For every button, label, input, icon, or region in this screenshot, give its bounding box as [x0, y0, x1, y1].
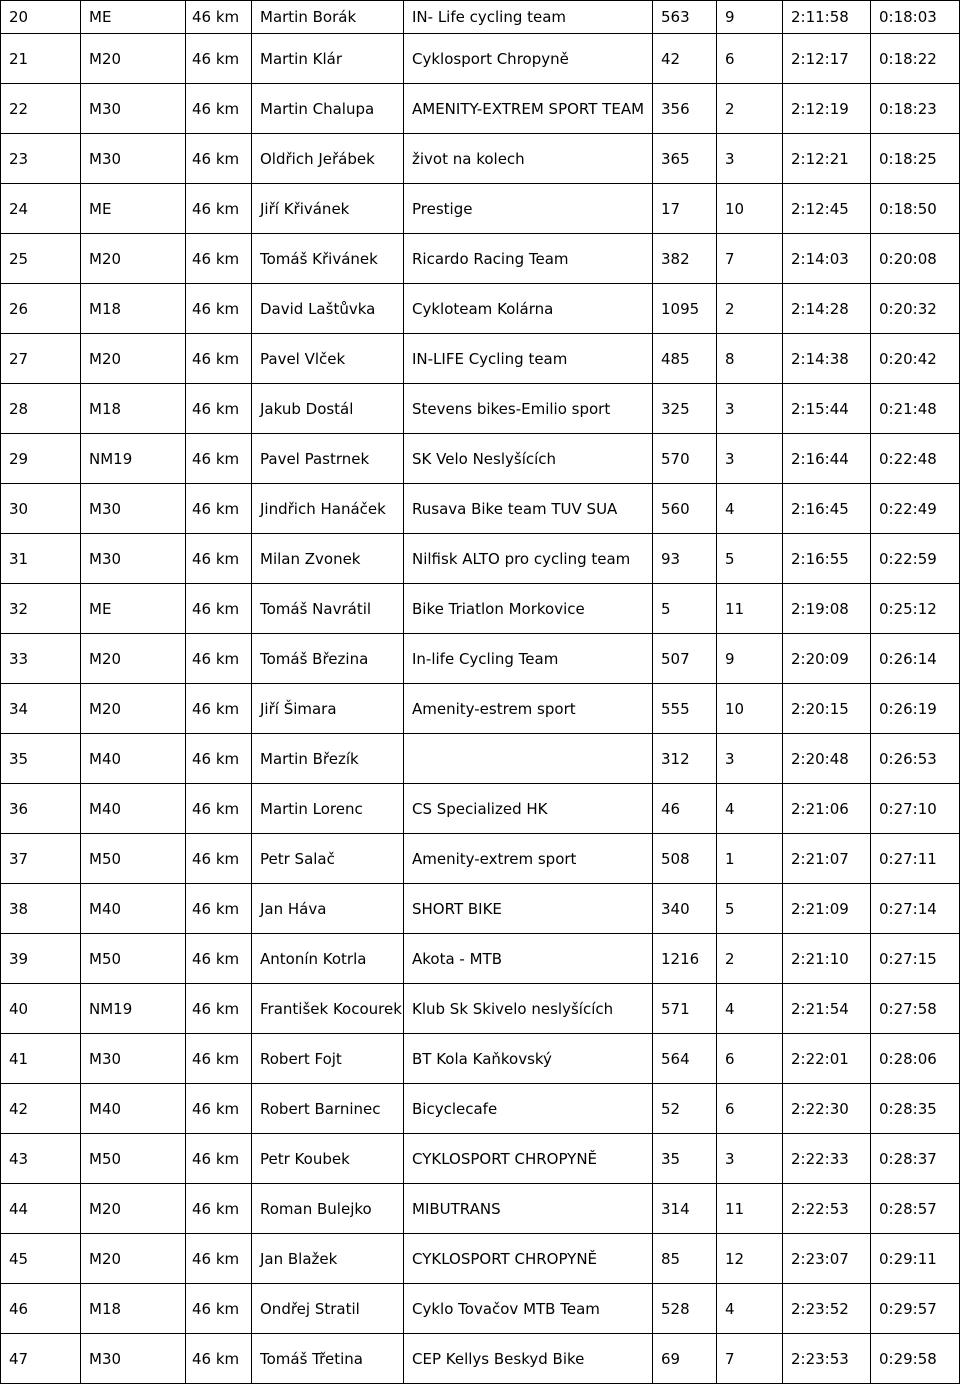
table-row	[1, 1234, 960, 1284]
team-cell: AMENITY-EXTREM SPORT TEAM	[404, 84, 653, 134]
category-cell: M30	[81, 1334, 186, 1384]
rider-name-cell: Antonín Kotrla	[252, 934, 404, 984]
time-gap-cell: 0:18:25	[871, 134, 960, 184]
distance-cell: 46 km	[186, 34, 252, 84]
bib-number-cell: 508	[653, 834, 717, 884]
category-cell: ME	[81, 584, 186, 634]
distance-cell: 46 km	[186, 1084, 252, 1134]
finish-time-cell: 2:21:06	[783, 784, 871, 834]
rider-name-cell: František Kocourek	[252, 984, 404, 1034]
finish-time-cell: 2:23:53	[783, 1334, 871, 1384]
finish-time-cell: 2:22:30	[783, 1084, 871, 1134]
team-cell: Amenity-extrem sport	[404, 834, 653, 884]
team-cell: Rusava Bike team TUV SUA	[404, 484, 653, 534]
bib-number-cell: 312	[653, 734, 717, 784]
team-cell: SK Velo Neslyšících	[404, 434, 653, 484]
category-rank-cell: 6	[717, 1034, 783, 1084]
team-cell: Cyklo Tovačov MTB Team	[404, 1284, 653, 1334]
team-cell: Bike Triatlon Morkovice	[404, 584, 653, 634]
finish-time-cell: 2:16:45	[783, 484, 871, 534]
distance-cell: 46 km	[186, 1234, 252, 1284]
finish-time-cell: 2:20:09	[783, 634, 871, 684]
finish-time-cell: 2:21:09	[783, 884, 871, 934]
category-cell: M50	[81, 934, 186, 984]
category-rank-cell: 7	[717, 1334, 783, 1384]
rider-name-cell: Pavel Vlček	[252, 334, 404, 384]
finish-time-cell: 2:19:08	[783, 584, 871, 634]
time-gap-cell: 0:29:11	[871, 1234, 960, 1284]
bib-number-cell: 5	[653, 584, 717, 634]
category-rank-cell: 2	[717, 84, 783, 134]
rider-name-cell: Tomáš Březina	[252, 634, 404, 684]
bib-number-cell: 1095	[653, 284, 717, 334]
table-row	[1, 784, 960, 834]
time-gap-cell: 0:22:59	[871, 534, 960, 584]
bib-number-cell: 356	[653, 84, 717, 134]
bib-number-cell: 314	[653, 1184, 717, 1234]
time-gap-cell: 0:28:57	[871, 1184, 960, 1234]
finish-time-cell: 2:12:45	[783, 184, 871, 234]
category-rank-cell: 8	[717, 334, 783, 384]
team-cell: Stevens bikes-Emilio sport	[404, 384, 653, 434]
distance-cell: 46 km	[186, 84, 252, 134]
finish-time-cell: 2:21:54	[783, 984, 871, 1034]
rider-name-cell: Jakub Dostál	[252, 384, 404, 434]
category-cell: ME	[81, 184, 186, 234]
category-rank-cell: 6	[717, 1084, 783, 1134]
category-cell: M20	[81, 1184, 186, 1234]
distance-cell: 46 km	[186, 434, 252, 484]
bib-number-cell: 528	[653, 1284, 717, 1334]
bib-number-cell: 52	[653, 1084, 717, 1134]
team-cell: IN-LIFE Cycling team	[404, 334, 653, 384]
time-gap-cell: 0:20:08	[871, 234, 960, 284]
category-rank-cell: 3	[717, 134, 783, 184]
rank-cell: 41	[1, 1034, 81, 1084]
rider-name-cell: Martin Klár	[252, 34, 404, 84]
rank-cell: 25	[1, 234, 81, 284]
time-gap-cell: 0:21:48	[871, 384, 960, 434]
rank-cell: 35	[1, 734, 81, 784]
category-cell: NM19	[81, 984, 186, 1034]
finish-time-cell: 2:16:55	[783, 534, 871, 584]
finish-time-cell: 2:15:44	[783, 384, 871, 434]
team-cell: Amenity-estrem sport	[404, 684, 653, 734]
table-row	[1, 834, 960, 884]
rider-name-cell: Tomáš Navrátil	[252, 584, 404, 634]
bib-number-cell: 42	[653, 34, 717, 84]
table-row	[1, 484, 960, 534]
table-row	[1, 284, 960, 334]
rider-name-cell: Martin Chalupa	[252, 84, 404, 134]
rider-name-cell: Petr Salač	[252, 834, 404, 884]
rank-cell: 33	[1, 634, 81, 684]
time-gap-cell: 0:27:14	[871, 884, 960, 934]
team-cell: CS Specialized HK	[404, 784, 653, 834]
table-row	[1, 334, 960, 384]
time-gap-cell: 0:22:48	[871, 434, 960, 484]
distance-cell: 46 km	[186, 384, 252, 434]
distance-cell: 46 km	[186, 884, 252, 934]
bib-number-cell: 93	[653, 534, 717, 584]
time-gap-cell: 0:27:58	[871, 984, 960, 1034]
bib-number-cell: 560	[653, 484, 717, 534]
rank-cell: 40	[1, 984, 81, 1034]
rider-name-cell: Pavel Pastrnek	[252, 434, 404, 484]
category-cell: M20	[81, 634, 186, 684]
category-cell: M18	[81, 1284, 186, 1334]
bib-number-cell: 35	[653, 1134, 717, 1184]
distance-cell: 46 km	[186, 234, 252, 284]
rider-name-cell: Jiří Křivánek	[252, 184, 404, 234]
distance-cell: 46 km	[186, 484, 252, 534]
time-gap-cell: 0:22:49	[871, 484, 960, 534]
category-rank-cell: 3	[717, 434, 783, 484]
category-cell: M30	[81, 484, 186, 534]
time-gap-cell: 0:20:32	[871, 284, 960, 334]
table-row	[1, 1334, 960, 1384]
time-gap-cell: 0:28:06	[871, 1034, 960, 1084]
time-gap-cell: 0:20:42	[871, 334, 960, 384]
table-row	[1, 1284, 960, 1334]
category-cell: M30	[81, 134, 186, 184]
finish-time-cell: 2:22:53	[783, 1184, 871, 1234]
category-rank-cell: 4	[717, 484, 783, 534]
category-cell: M40	[81, 884, 186, 934]
category-cell: M50	[81, 834, 186, 884]
category-cell: M40	[81, 734, 186, 784]
table-row	[1, 1134, 960, 1184]
category-rank-cell: 3	[717, 1134, 783, 1184]
bib-number-cell: 382	[653, 234, 717, 284]
rider-name-cell: Oldřich Jeřábek	[252, 134, 404, 184]
team-cell: Ricardo Racing Team	[404, 234, 653, 284]
team-cell: SHORT BIKE	[404, 884, 653, 934]
category-rank-cell: 4	[717, 784, 783, 834]
rank-cell: 31	[1, 534, 81, 584]
bib-number-cell: 571	[653, 984, 717, 1034]
bib-number-cell: 46	[653, 784, 717, 834]
rank-cell: 38	[1, 884, 81, 934]
rider-name-cell: Tomáš Křivánek	[252, 234, 404, 284]
category-cell: M30	[81, 1034, 186, 1084]
category-rank-cell: 10	[717, 684, 783, 734]
rank-cell: 27	[1, 334, 81, 384]
table-row	[1, 1034, 960, 1084]
category-cell: M30	[81, 534, 186, 584]
category-rank-cell: 12	[717, 1234, 783, 1284]
rider-name-cell: David Laštůvka	[252, 284, 404, 334]
table-row	[1, 84, 960, 134]
rider-name-cell: Petr Koubek	[252, 1134, 404, 1184]
rider-name-cell: Jindřich Hanáček	[252, 484, 404, 534]
table-row	[1, 634, 960, 684]
rank-cell: 29	[1, 434, 81, 484]
distance-cell: 46 km	[186, 934, 252, 984]
team-cell: Bicyclecafe	[404, 1084, 653, 1134]
distance-cell: 46 km	[186, 584, 252, 634]
team-cell: Cyklosport Chropyně	[404, 34, 653, 84]
bib-number-cell: 85	[653, 1234, 717, 1284]
bib-number-cell: 17	[653, 184, 717, 234]
team-cell: BT Kola Kaňkovský	[404, 1034, 653, 1084]
time-gap-cell: 0:27:10	[871, 784, 960, 834]
team-cell: CEP Kellys Beskyd Bike	[404, 1334, 653, 1384]
table-row	[1, 984, 960, 1034]
category-cell: M20	[81, 334, 186, 384]
category-rank-cell: 2	[717, 284, 783, 334]
finish-time-cell: 2:14:38	[783, 334, 871, 384]
time-gap-cell: 0:26:14	[871, 634, 960, 684]
time-gap-cell: 0:18:23	[871, 84, 960, 134]
category-cell: NM19	[81, 434, 186, 484]
team-cell: Prestige	[404, 184, 653, 234]
distance-cell: 46 km	[186, 834, 252, 884]
table-row	[1, 134, 960, 184]
rank-cell: 36	[1, 784, 81, 834]
category-rank-cell: 4	[717, 984, 783, 1034]
rank-cell: 22	[1, 84, 81, 134]
distance-cell: 46 km	[186, 534, 252, 584]
rider-name-cell: Roman Bulejko	[252, 1184, 404, 1234]
category-cell: M20	[81, 684, 186, 734]
team-cell	[404, 734, 653, 784]
finish-time-cell: 2:12:17	[783, 34, 871, 84]
time-gap-cell: 0:25:12	[871, 584, 960, 634]
finish-time-cell: 2:22:01	[783, 1034, 871, 1084]
bib-number-cell: 365	[653, 134, 717, 184]
rider-name-cell: Robert Barninec	[252, 1084, 404, 1134]
distance-cell: 46 km	[186, 284, 252, 334]
bib-number-cell: 340	[653, 884, 717, 934]
distance-cell: 46 km	[186, 1184, 252, 1234]
distance-cell: 46 km	[186, 334, 252, 384]
table-row	[1, 884, 960, 934]
table-row	[1, 1084, 960, 1134]
rider-name-cell: Robert Fojt	[252, 1034, 404, 1084]
finish-time-cell: 2:11:58	[783, 1, 871, 34]
bib-number-cell: 69	[653, 1334, 717, 1384]
bib-number-cell: 1216	[653, 934, 717, 984]
category-cell: M50	[81, 1134, 186, 1184]
category-rank-cell: 11	[717, 1184, 783, 1234]
category-rank-cell: 9	[717, 634, 783, 684]
bib-number-cell: 507	[653, 634, 717, 684]
distance-cell: 46 km	[186, 1034, 252, 1084]
table-row	[1, 234, 960, 284]
rank-cell: 32	[1, 584, 81, 634]
bib-number-cell: 570	[653, 434, 717, 484]
rank-cell: 45	[1, 1234, 81, 1284]
team-cell: In-life Cycling Team	[404, 634, 653, 684]
category-rank-cell: 11	[717, 584, 783, 634]
team-cell: Klub Sk Skivelo neslyšících	[404, 984, 653, 1034]
category-rank-cell: 1	[717, 834, 783, 884]
rank-cell: 24	[1, 184, 81, 234]
rank-cell: 37	[1, 834, 81, 884]
rider-name-cell: Martin Lorenc	[252, 784, 404, 834]
finish-time-cell: 2:22:33	[783, 1134, 871, 1184]
category-rank-cell: 6	[717, 34, 783, 84]
table-row	[1, 534, 960, 584]
distance-cell: 46 km	[186, 634, 252, 684]
team-cell: Nilfisk ALTO pro cycling team	[404, 534, 653, 584]
distance-cell: 46 km	[186, 684, 252, 734]
rank-cell: 30	[1, 484, 81, 534]
category-cell: M20	[81, 34, 186, 84]
finish-time-cell: 2:23:52	[783, 1284, 871, 1334]
rider-name-cell: Martin Borák	[252, 1, 404, 34]
finish-time-cell: 2:21:07	[783, 834, 871, 884]
time-gap-cell: 0:28:35	[871, 1084, 960, 1134]
rider-name-cell: Martin Březík	[252, 734, 404, 784]
rank-cell: 34	[1, 684, 81, 734]
finish-time-cell: 2:23:07	[783, 1234, 871, 1284]
team-cell: CYKLOSPORT CHROPYNĚ	[404, 1234, 653, 1284]
time-gap-cell: 0:27:11	[871, 834, 960, 884]
rank-cell: 21	[1, 34, 81, 84]
category-cell: M40	[81, 784, 186, 834]
time-gap-cell: 0:18:50	[871, 184, 960, 234]
time-gap-cell: 0:26:19	[871, 684, 960, 734]
team-cell: IN- Life cycling team	[404, 1, 653, 34]
category-cell: ME	[81, 1, 186, 34]
rider-name-cell: Jan Blažek	[252, 1234, 404, 1284]
finish-time-cell: 2:12:21	[783, 134, 871, 184]
distance-cell: 46 km	[186, 1, 252, 34]
table-row	[1, 1, 960, 34]
rider-name-cell: Milan Zvonek	[252, 534, 404, 584]
time-gap-cell: 0:27:15	[871, 934, 960, 984]
table-row	[1, 584, 960, 634]
bib-number-cell: 563	[653, 1, 717, 34]
team-cell: Cykloteam Kolárna	[404, 284, 653, 334]
table-row	[1, 934, 960, 984]
category-rank-cell: 10	[717, 184, 783, 234]
distance-cell: 46 km	[186, 184, 252, 234]
rank-cell: 47	[1, 1334, 81, 1384]
distance-cell: 46 km	[186, 784, 252, 834]
table-row	[1, 34, 960, 84]
category-cell: M40	[81, 1084, 186, 1134]
bib-number-cell: 555	[653, 684, 717, 734]
rank-cell: 28	[1, 384, 81, 434]
rider-name-cell: Tomáš Třetina	[252, 1334, 404, 1384]
team-cell: CYKLOSPORT CHROPYNĚ	[404, 1134, 653, 1184]
finish-time-cell: 2:12:19	[783, 84, 871, 134]
rank-cell: 42	[1, 1084, 81, 1134]
table-row	[1, 684, 960, 734]
bib-number-cell: 325	[653, 384, 717, 434]
category-rank-cell: 9	[717, 1, 783, 34]
distance-cell: 46 km	[186, 1284, 252, 1334]
category-cell: M20	[81, 1234, 186, 1284]
distance-cell: 46 km	[186, 134, 252, 184]
rider-name-cell: Jiří Šimara	[252, 684, 404, 734]
category-rank-cell: 5	[717, 884, 783, 934]
table-row	[1, 434, 960, 484]
rank-cell: 39	[1, 934, 81, 984]
time-gap-cell: 0:18:03	[871, 1, 960, 34]
finish-time-cell: 2:14:03	[783, 234, 871, 284]
results-body	[1, 1, 960, 1384]
category-rank-cell: 7	[717, 234, 783, 284]
bib-number-cell: 485	[653, 334, 717, 384]
table-row	[1, 184, 960, 234]
team-cell: Akota - MTB	[404, 934, 653, 984]
category-rank-cell: 3	[717, 384, 783, 434]
distance-cell: 46 km	[186, 734, 252, 784]
table-row	[1, 1184, 960, 1234]
distance-cell: 46 km	[186, 984, 252, 1034]
rider-name-cell: Jan Háva	[252, 884, 404, 934]
table-row	[1, 384, 960, 434]
team-cell: život na kolech	[404, 134, 653, 184]
rider-name-cell: Ondřej Stratil	[252, 1284, 404, 1334]
bib-number-cell: 564	[653, 1034, 717, 1084]
table-row	[1, 734, 960, 784]
category-rank-cell: 5	[717, 534, 783, 584]
time-gap-cell: 0:29:58	[871, 1334, 960, 1384]
category-rank-cell: 4	[717, 1284, 783, 1334]
time-gap-cell: 0:28:37	[871, 1134, 960, 1184]
finish-time-cell: 2:21:10	[783, 934, 871, 984]
time-gap-cell: 0:18:22	[871, 34, 960, 84]
category-cell: M30	[81, 84, 186, 134]
finish-time-cell: 2:20:15	[783, 684, 871, 734]
rank-cell: 44	[1, 1184, 81, 1234]
rank-cell: 23	[1, 134, 81, 184]
rank-cell: 20	[1, 1, 81, 34]
category-cell: M18	[81, 284, 186, 334]
finish-time-cell: 2:14:28	[783, 284, 871, 334]
rank-cell: 46	[1, 1284, 81, 1334]
team-cell: MIBUTRANS	[404, 1184, 653, 1234]
finish-time-cell: 2:20:48	[783, 734, 871, 784]
category-cell: M20	[81, 234, 186, 284]
rank-cell: 43	[1, 1134, 81, 1184]
finish-time-cell: 2:16:44	[783, 434, 871, 484]
time-gap-cell: 0:29:57	[871, 1284, 960, 1334]
category-cell: M18	[81, 384, 186, 434]
rank-cell: 26	[1, 284, 81, 334]
time-gap-cell: 0:26:53	[871, 734, 960, 784]
category-rank-cell: 2	[717, 934, 783, 984]
distance-cell: 46 km	[186, 1334, 252, 1384]
category-rank-cell: 3	[717, 734, 783, 784]
distance-cell: 46 km	[186, 1134, 252, 1184]
